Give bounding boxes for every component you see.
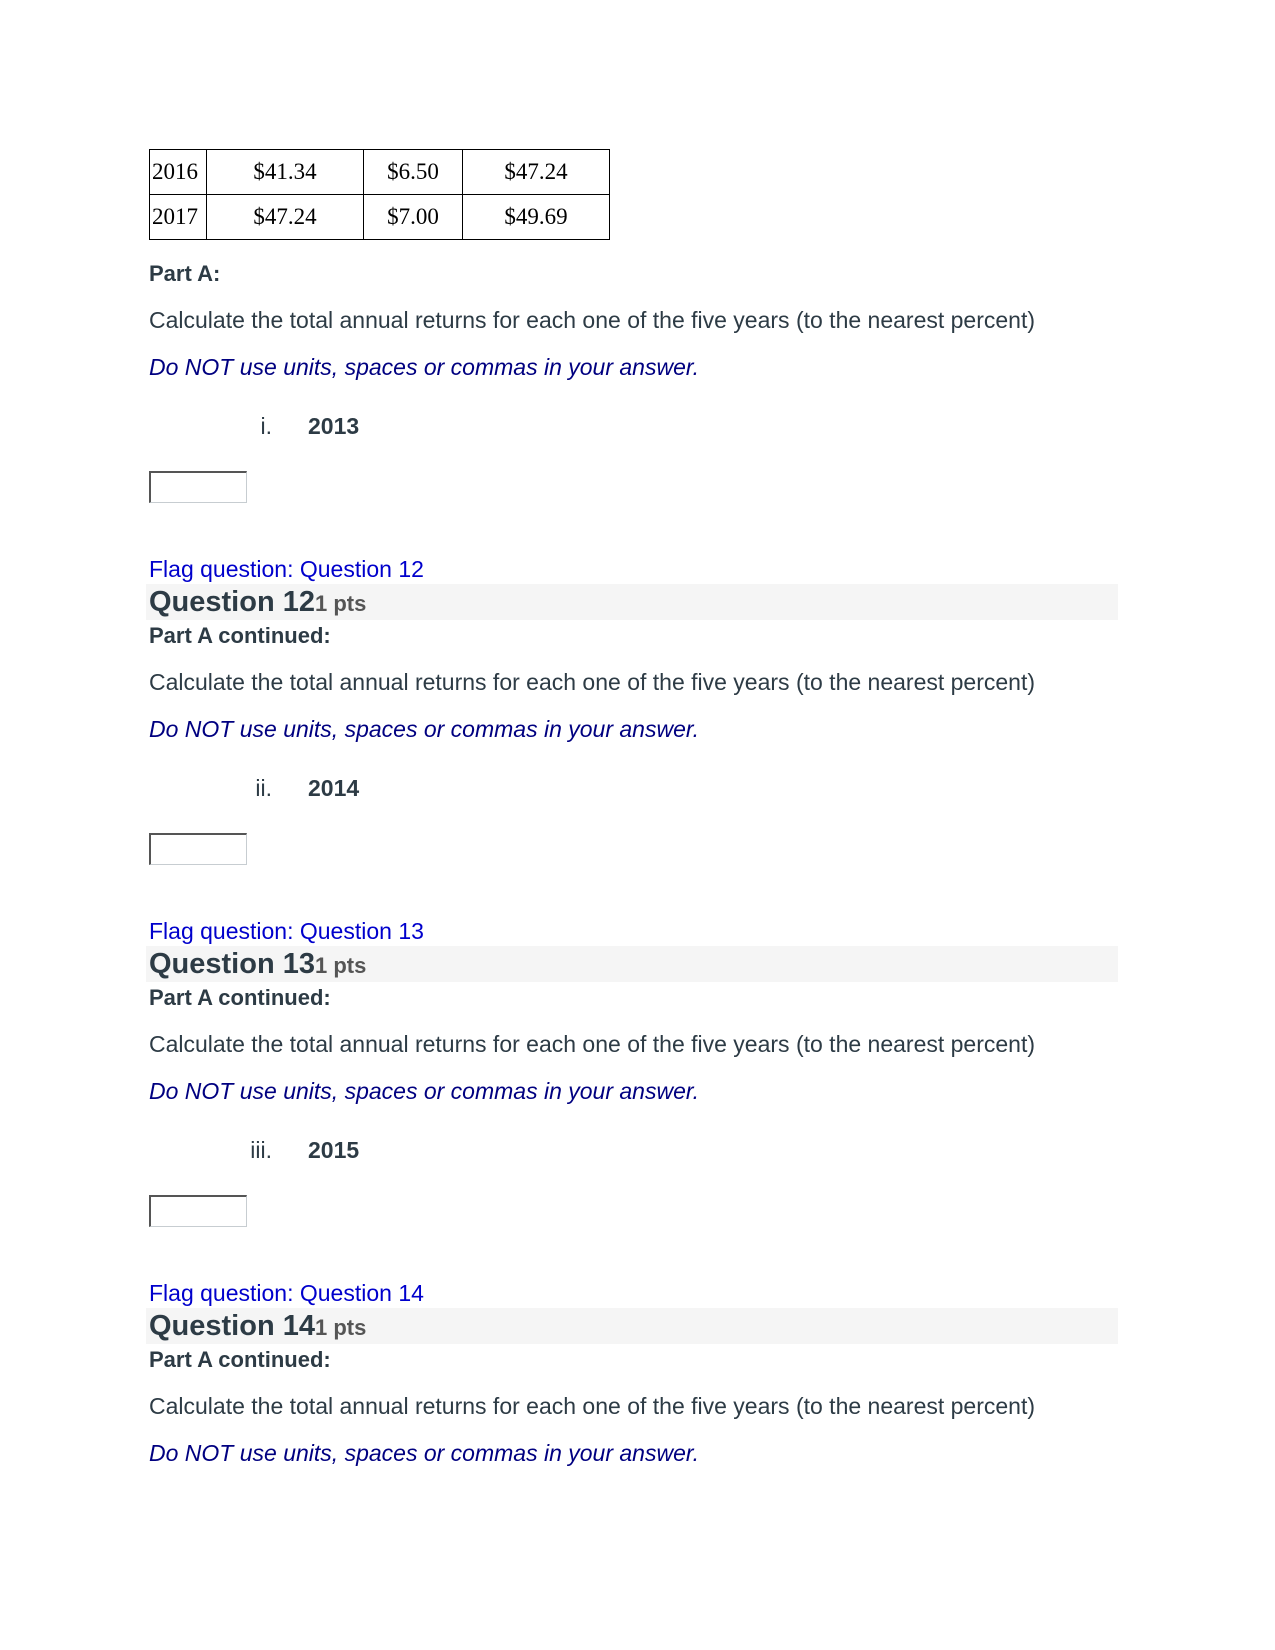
flag-question-13-link[interactable]: Flag question: Question 13 [149,918,424,944]
instruction-text: Calculate the total annual returns for each one of the five years (to the nearest percent) [149,669,1036,695]
question-13-header [146,946,1118,982]
table-cell-year: 2016 [150,150,207,195]
question-14-header [146,1308,1118,1344]
part-a-continued-heading: Part A continued: [149,1347,331,1372]
answer-input-q12[interactable] [149,833,247,865]
price-table [149,149,610,240]
question-title-text: Question 13 [149,948,315,980]
table-cell: $6.50 [364,150,463,195]
instruction-text: Calculate the total annual returns for each one of the five years (to the nearest percent) [149,1393,1036,1419]
flag-question-12-link[interactable]: Flag question: Question 12 [149,556,424,582]
question-points: 1 pts [315,953,367,978]
table-cell: $47.24 [463,150,610,195]
table-cell: $41.34 [207,150,364,195]
question-14-title [149,1308,366,1346]
warning-text: Do NOT use units, spaces or commas in your answer. [149,1440,700,1466]
answer-input-q11[interactable] [149,471,247,503]
table-cell: $47.24 [207,195,364,240]
question-12-title [149,584,366,622]
part-a-heading: Part A: [149,261,221,286]
list-year: 2014 [308,775,360,801]
question-13-title [149,946,366,984]
list-number: iii. [250,1137,272,1163]
instruction-text: Calculate the total annual returns for each one of the five years (to the nearest percent) [149,1031,1036,1057]
answer-input-q13[interactable] [149,1195,247,1227]
list-number: ii. [255,775,272,801]
table-row [150,150,610,195]
question-12-header [146,584,1118,620]
question-points: 1 pts [315,1315,367,1340]
part-a-continued-heading: Part A continued: [149,985,331,1010]
part-a-continued-heading: Part A continued: [149,623,331,648]
question-title-text: Question 14 [149,1310,315,1342]
warning-text: Do NOT use units, spaces or commas in your answer. [149,1078,700,1104]
table-cell: $7.00 [364,195,463,240]
list-number: i. [260,413,272,439]
warning-text: Do NOT use units, spaces or commas in your answer. [149,716,700,742]
question-points: 1 pts [315,591,367,616]
list-year: 2013 [308,413,360,439]
flag-question-14-link[interactable]: Flag question: Question 14 [149,1280,424,1306]
table-cell-year: 2017 [150,195,207,240]
warning-text: Do NOT use units, spaces or commas in your answer. [149,354,700,380]
list-year: 2015 [308,1137,360,1163]
table-cell: $49.69 [463,195,610,240]
instruction-text: Calculate the total annual returns for each one of the five years (to the nearest percent) [149,307,1036,333]
table-row [150,195,610,240]
question-title-text: Question 12 [149,586,315,618]
